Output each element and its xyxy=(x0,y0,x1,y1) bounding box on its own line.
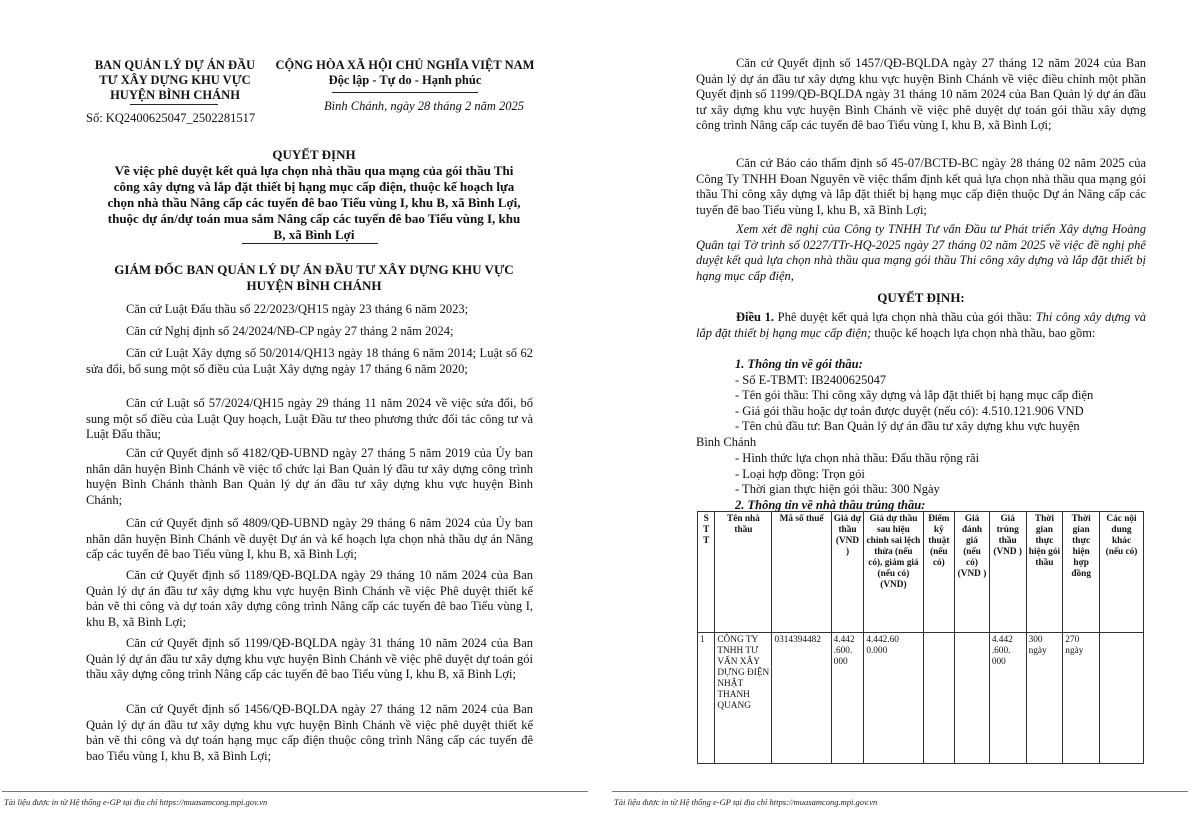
issuing-organization xyxy=(80,58,270,103)
cell-other xyxy=(1100,633,1144,764)
header-package-duration: Thời gian thực hiện gói thầu xyxy=(1026,512,1063,633)
org-line-3: HUYỆN BÌNH CHÁNH xyxy=(110,88,240,102)
basis-paragraph xyxy=(86,302,533,318)
cell-contract-duration: 270 ngày xyxy=(1063,633,1100,764)
cell-tax-code: 0314394482 xyxy=(772,633,831,764)
title-line: QUYẾT ĐỊNH xyxy=(272,147,356,162)
cell-contractor-name: CÔNG TY TNHH TƯ VẤN XÂY DỰNG ĐIỆN NHẬT THANH QUANG xyxy=(715,633,772,764)
decision-title xyxy=(80,147,548,243)
cell-package-duration: 300 ngày xyxy=(1026,633,1063,764)
basis-paragraph xyxy=(86,636,533,683)
director-line: HUYỆN BÌNH CHÁNH xyxy=(246,278,382,293)
org-underline xyxy=(130,104,218,105)
proposal-paragraph xyxy=(696,222,1146,284)
header-technical-score: Điểm kỹ thuật (nếu có) xyxy=(923,512,955,633)
basis-paragraph xyxy=(86,396,533,443)
package-info-line: - Loại hợp đồng: Trọn gói xyxy=(735,466,865,481)
basis-text: Căn cứ Nghị định số 24/2024/NĐ-CP ngày 27 tháng 2 năm 2024; xyxy=(126,324,454,338)
basis-text: Căn cứ Báo cáo thẩm định số 45-07/BCTĐ-BC ngày 28 tháng 02 năm 2025 của Công Ty TNHH Đoan Nguyên về việc thẩm định kết quả lựa chọn nhà thầu qua mạng gói thầu Thi công xây dựng và lắp đặt thiết bị hạng mục cấp điện thuộc Dự án Nâng cấp các tuyến đê bao Tiểu vùng I, khu B, xã Bình Lợi; xyxy=(696,156,1146,217)
article-text: thuộc kế hoạch lựa chọn nhà thầu, bao gồm: xyxy=(871,325,1096,340)
header-stt: S T T xyxy=(698,512,715,633)
article-label: Điều 1. xyxy=(736,310,775,324)
basis-paragraph xyxy=(86,446,533,508)
cell-evaluated-price xyxy=(955,633,990,764)
basis-paragraph xyxy=(86,516,533,563)
section-2-title: 2. Thông tin về nhà thầu trúng thầu: xyxy=(735,497,926,512)
cell-winning-price: 4.442 .600. 000 xyxy=(989,633,1026,764)
header-contractor-name: Tên nhà thầu xyxy=(715,512,772,633)
article-1 xyxy=(696,310,1146,341)
header-evaluated-price: Giá đánh giá (nếu có) (VND ) xyxy=(955,512,990,633)
basis-text: Căn cứ Luật Xây dựng số 50/2014/QH13 ngày 18 tháng 6 năm 2014; Luật số 62 sửa đổi, bổ sung một số điều của Luật Xây dựng ngày 17 tháng 6 năm 2020; xyxy=(86,346,533,376)
nation-motto: Độc lập - Tự do - Hạnh phúc xyxy=(328,73,482,87)
basis-paragraph xyxy=(86,324,533,340)
decide-heading: QUYẾT ĐỊNH: xyxy=(877,290,965,305)
article-text: Phê duyệt kết quả lựa chọn nhà thầu của gói thầu: xyxy=(774,310,1036,324)
header-adjusted-price: Giá dự thầu sau hiệu chỉnh sai lệch thừa (nếu có), giảm giá (nếu có) (VND) xyxy=(864,512,923,633)
cell-technical-score xyxy=(923,633,955,764)
title-line: thuộc dự án/dự toán mua sắm Nâng cấp các tuyến đê bao Tiểu vùng I, khu xyxy=(107,211,521,226)
title-line: Về việc phê duyệt kết quả lựa chọn nhà thầu qua mạng của gói thầu Thi xyxy=(114,163,514,178)
header-other: Các nội dung khác (nếu có) xyxy=(1100,512,1144,633)
package-info-line: - Giá gói thầu hoặc dự toán được duyệt (nếu có): 4.510.121.906 VND xyxy=(735,403,1084,418)
package-info-line: - Tên gói thầu: Thi công xây dựng và lắp đặt thiết bị hạng mục cấp điện xyxy=(735,388,1094,403)
proposal-text: Xem xét đề nghị của Công ty TNHH Tư vấn Đầu tư Phát triển Xây dựng Hoàng Quân tại Tờ trình số 0227/TTr-HQ-2025 ngày 27 tháng 02 năm 2025 về việc đề nghị phê duyệt kết quả lựa chọn nhà thầu qua mạng gói thầu Thi công xây dựng và lắp đặt thiết bị hạng mục cấp điện, xyxy=(696,222,1146,283)
section-1-title: 1. Thông tin về gói thầu: xyxy=(735,357,863,371)
basis-paragraph xyxy=(86,568,533,630)
footer-note: Tài liệu được in từ Hệ thống e-GP tại địa chỉ https://muasamcong.mpi.gov.vn xyxy=(614,797,878,807)
cell-adjusted-price: 4.442.60 0.000 xyxy=(864,633,923,764)
cell-bid-price: 4.442 .600. 000 xyxy=(831,633,864,764)
header-winning-price: Giá trúng thầu (VND ) xyxy=(989,512,1026,633)
basis-text: Căn cứ Quyết định số 1456/QĐ-BQLDA ngày 27 tháng 12 năm 2024 của Ban Quản lý dự án đầu tư xây dựng khu vực huyện Bình Chánh về việc phê duyệt thiết kế bản vẽ thi công và dự toán hạng mục cấp điện thuộc công trình Nâng cấp các tuyến đê bao Tiểu vùng I, khu B, xã Bình Lợi; xyxy=(86,702,533,763)
footer-note: Tài liệu được in từ Hệ thống e-GP tại địa chỉ https://muasamcong.mpi.gov.vn xyxy=(4,797,268,807)
basis-text: Căn cứ Quyết định số 4809/QĐ-UBND ngày 29 tháng 6 năm 2024 của Ủy ban nhân dân huyện Bình Chánh về duyệt Dự án và kế hoạch lựa chọn nhà thầu dự án Nâng cấp các tuyến đê bao Tiểu vùng I, khu B, xã Bình Lợi; xyxy=(86,516,533,562)
package-info-2 xyxy=(735,451,1145,513)
header-contract-duration: Thời gian thực hiện hợp đồng xyxy=(1063,512,1100,633)
header-tax-code: Mã số thuế xyxy=(772,512,831,633)
director-heading xyxy=(80,262,548,294)
owner-continuation: Bình Chánh xyxy=(696,435,757,449)
basis-text: Căn cứ Quyết định số 1199/QĐ-BQLDA ngày 31 tháng 10 năm 2024 của Ban Quản lý dự án đầu tư xây dựng khu vực huyện Bình Chánh về việc phê duyệt dự toán gói thầu xây dựng công trình Nâng cấp các tuyến đê bao Tiểu vùng I, khu B, xã Bình Lợi; xyxy=(86,636,533,682)
package-info-line: - Hình thức lựa chọn nhà thầu: Đấu thầu rộng rãi xyxy=(735,451,980,465)
basis-text: Căn cứ Quyết định số 1189/QĐ-BQLDA ngày 29 tháng 10 năm 2024 của Ban Quản lý dự án đầu tư xây dựng khu vực huyện Bình Chánh về việc Phê duyệt thiết kế bản vẽ thi công và dự toán xây dựng công trình Nâng cấp các tuyến đê bao Tiểu vùng I, khu B, xã Bình Lợi; xyxy=(86,568,533,629)
national-motto xyxy=(262,58,548,88)
header-bid-price: Giá dự thầu (VND ) xyxy=(831,512,864,633)
basis-paragraph xyxy=(86,702,533,764)
basis-paragraph xyxy=(696,56,1146,134)
director-line: GIÁM ĐỐC BAN QUẢN LÝ DỰ ÁN ĐẦU TƯ XÂY DỰNG KHU VỰC xyxy=(114,262,514,277)
title-line: chọn nhà thầu Nâng cấp các tuyến đê bao Tiểu vùng I, khu B, xã Bình Lợi, xyxy=(107,195,521,210)
package-info-line: - Tên chủ đầu tư: Ban Quản lý dự án đầu tư xây dựng khu vực huyện xyxy=(735,419,1080,434)
table-row xyxy=(698,633,1144,764)
package-info-line: - Số E-TBMT: IB2400625047 xyxy=(735,372,887,387)
nation-name: CỘNG HÒA XÃ HỘI CHỦ NGHĨA VIỆT NAM xyxy=(275,58,535,72)
basis-paragraph xyxy=(86,346,533,377)
title-line: công xây dựng và lắp đặt thiết bị hạng mục cấp điện, thuộc kế hoạch lựa xyxy=(113,179,515,194)
table-header-row xyxy=(698,512,1144,633)
document-number: Số: KQ2400625047_2502281517 xyxy=(86,111,256,125)
basis-text: Căn cứ Luật Đấu thầu số 22/2023/QH15 ngày 23 tháng 6 năm 2023; xyxy=(126,302,469,316)
title-line: B, xã Bình Lợi xyxy=(273,227,355,242)
org-line-2: TƯ XÂY DỰNG KHU VỰC xyxy=(99,73,251,87)
footer-divider xyxy=(2,791,588,792)
package-info xyxy=(735,357,1145,435)
place-date: Bình Chánh, ngày 28 tháng 2 năm 2025 xyxy=(324,99,524,113)
cell-stt: 1 xyxy=(698,633,715,764)
basis-text: Căn cứ Luật số 57/2024/QH15 ngày 29 tháng 11 năm 2024 về việc sửa đổi, bổ sung một số điều của Luật Quy hoạch, Luật Đầu tư theo phương thức đối tác công tư và Luật Đấu thầu; xyxy=(86,396,533,442)
winning-bidder-table xyxy=(697,511,1144,764)
basis-text: Căn cứ Quyết định số 4182/QĐ-UBND ngày 27 tháng 5 năm 2019 của Ủy ban nhân dân huyện Bình Chánh về việc tổ chức lại Ban Quản lý đầu tư xây dựng công trình huyện Bình Chánh thành Ban Quản lý dự án đầu tư xây dựng khu vực huyện Bình Chánh; xyxy=(86,446,533,507)
title-underline xyxy=(242,243,378,244)
org-line-1: BAN QUẢN LÝ DỰ ÁN ĐẦU xyxy=(94,58,256,72)
basis-text: Căn cứ Quyết định số 1457/QĐ-BQLDA ngày 27 tháng 12 năm 2024 của Ban Quản lý dự án đầu tư xây dựng khu vực huyện Bình Chánh về việc điều chỉnh một phần Quyết định số 1199/QĐ-BQLDA ngày 31 tháng 10 năm 2024 của Ban Quản lý dự án đầu tư xây dựng khu vực huyện Bình Chánh về việc phê duyệt dự toán gói thầu xây dựng công trình Nâng cấp các tuyến đê bao Tiểu vùng I, khu B, xã Bình Lợi; xyxy=(696,56,1146,133)
package-info-line: - Thời gian thực hiện gói thầu: 300 Ngày xyxy=(735,482,940,497)
motto-underline xyxy=(332,92,478,93)
basis-paragraph xyxy=(696,156,1146,218)
package-name-italic: Thi công xây dựng và lắp đặt thiết bị hạng mục cấp điện; xyxy=(696,310,1147,340)
